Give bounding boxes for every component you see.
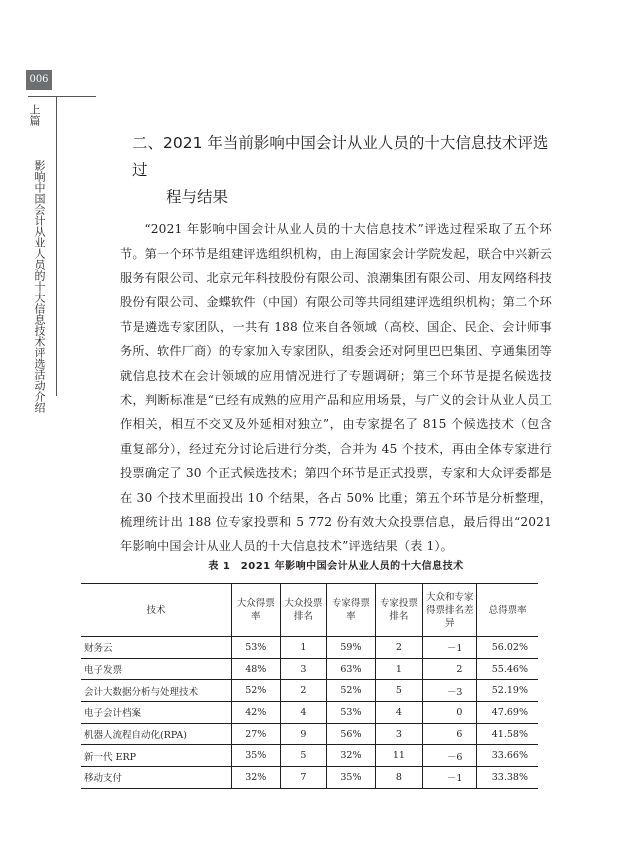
cell-expert-rank: 5 [375, 680, 422, 702]
cell-public-rate: 52% [232, 680, 280, 702]
cell-expert-rank: 1 [375, 658, 422, 680]
side-vertical-rule [56, 96, 57, 396]
cell-expert-rate: 53% [327, 702, 375, 724]
cell-public-rank: 7 [280, 767, 327, 789]
cell-rank-diff: －6 [423, 745, 477, 767]
cell-technology: 电子会计档案 [81, 702, 232, 724]
heading-line-1: 二、2021 年当前影响中国会计从业人员的十大信息技术评选过 [132, 134, 549, 179]
cell-total-rate: 55.46% [477, 658, 538, 680]
cell-expert-rate: 63% [327, 658, 375, 680]
cell-public-rank: 9 [280, 723, 327, 745]
table-row [81, 658, 538, 680]
cell-expert-rank: 3 [375, 723, 422, 745]
cell-expert-rate: 59% [327, 637, 375, 659]
table-row [81, 745, 538, 767]
cell-total-rate: 56.02% [477, 637, 538, 659]
cell-rank-diff: －1 [423, 637, 477, 659]
header-expert-rank: 专家投票排名 [375, 584, 422, 637]
side-divider [28, 96, 96, 97]
cell-expert-rank: 4 [375, 702, 422, 724]
cell-technology: 财务云 [81, 637, 232, 659]
volume-label: 上篇 [28, 104, 41, 126]
cell-public-rank: 5 [280, 745, 327, 767]
table-row [81, 680, 538, 702]
cell-public-rate: 27% [232, 723, 280, 745]
cell-public-rank: 2 [280, 680, 327, 702]
cell-public-rate: 48% [232, 658, 280, 680]
cell-rank-diff: 0 [423, 702, 477, 724]
cell-expert-rank: 8 [375, 767, 422, 789]
cell-technology: 会计大数据分析与处理技术 [81, 680, 232, 702]
cell-technology: 机器人流程自动化(RPA) [81, 723, 232, 745]
cell-technology: 新一代 ERP [81, 745, 232, 767]
table-caption: 表 1 2021 年影响中国会计从业人员的十大信息技术 [208, 561, 464, 572]
cell-public-rank: 3 [280, 658, 327, 680]
cell-rank-diff: －1 [423, 767, 477, 789]
table-header-row [81, 584, 538, 637]
cell-technology: 移动支付 [81, 767, 232, 789]
cell-public-rank: 4 [280, 702, 327, 724]
section-heading [132, 130, 562, 211]
cell-total-rate: 52.19% [477, 680, 538, 702]
cell-total-rate: 33.66% [477, 745, 538, 767]
heading-line-2: 程与结果 [166, 188, 229, 206]
cell-expert-rate: 52% [327, 680, 375, 702]
header-total-vote-rate: 总得票率 [477, 584, 538, 637]
header-rank-diff: 大众和专家得票排名差异 [423, 584, 477, 637]
header-public-vote-rate: 大众得票率 [232, 584, 280, 637]
cell-total-rate: 33.38% [477, 767, 538, 789]
cell-public-rank: 1 [280, 637, 327, 659]
cell-expert-rate: 56% [327, 723, 375, 745]
cell-rank-diff: －3 [423, 680, 477, 702]
cell-expert-rank: 11 [375, 745, 422, 767]
header-public-rank: 大众投票排名 [280, 584, 327, 637]
cell-public-rate: 53% [232, 637, 280, 659]
cell-public-rate: 35% [232, 745, 280, 767]
cell-total-rate: 41.58% [477, 723, 538, 745]
cell-rank-diff: 2 [423, 658, 477, 680]
cell-rank-diff: 6 [423, 723, 477, 745]
header-technology: 技术 [81, 584, 232, 637]
cell-expert-rate: 32% [327, 745, 375, 767]
page-number: 006 [26, 70, 52, 90]
cell-expert-rate: 35% [327, 767, 375, 789]
cell-public-rate: 32% [232, 767, 280, 789]
table-row [81, 723, 538, 745]
cell-technology: 电子发票 [81, 658, 232, 680]
table-row [81, 702, 538, 724]
ranking-table [81, 583, 538, 789]
running-title: 影响中国会计从业人员的十大信息技术评选活动介绍 [33, 160, 46, 413]
cell-total-rate: 47.69% [477, 702, 538, 724]
table-row [81, 637, 538, 659]
table-row [81, 767, 538, 789]
cell-public-rate: 42% [232, 702, 280, 724]
header-expert-vote-rate: 专家得票率 [327, 584, 375, 637]
cell-expert-rank: 2 [375, 637, 422, 659]
body-paragraph: “2021 年影响中国会计从业人员的十大信息技术”评选过程采取了五个环节。第一个环节是组建评选组织机构，由上海国家会计学院发起，联合中兴新云服务有限公司、北京元年科技股份有限公司、浪潮集团有限公司、用友网络科技股份有限公司、金蝶软件（中国）有限公司等共同组建评选组织机构；第二个环节是遴选专家团队，一共有 188 位来自各领域（高校、国企、民企、会计师事务所、软件厂商）的专家加入专家团队，组委会还对阿里巴巴集团、亨通集团等就信息技术在会计领域的应用情况进行了专题调研；第三个环节是提名候选技术，判断标准是“已经有成熟的应用产品和应用场景，与广义的会计从业人员工作相关，相互不交叉及外延相对独立”，由专家提名了 815 个候选技术（包含重复部分），经过充分讨论后进行分类，合并为 45 个技术，再由全体专家进行投票确定了 30 个正式候选技术；第四个环节是正式投票，专家和大众评委都是在 30 个技术里面投出 10 个结果，各占 50% 比重；第五个环节是分析整理，梳理统计出 188 位专家投票和 5 772 份有效大众投票信息，最后得出“2021 年影响中国会计从业人员的十大信息技术”评选结果（表 1）。 [120, 222, 552, 554]
